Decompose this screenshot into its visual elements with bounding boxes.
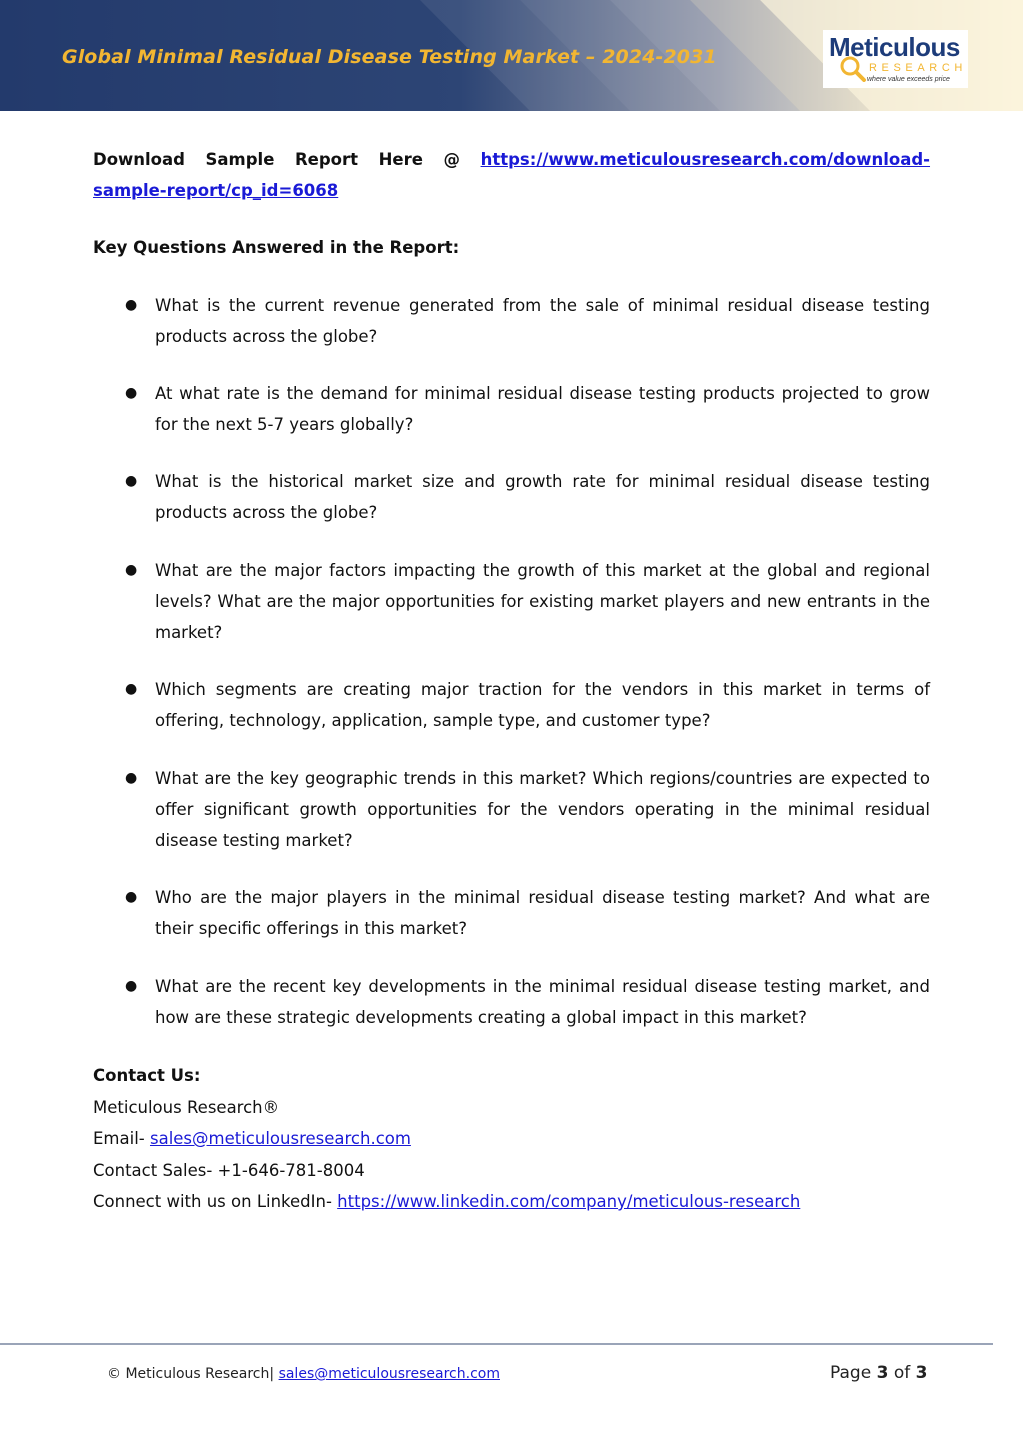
page-word: Page: [830, 1363, 872, 1383]
contact-heading: Contact Us:: [93, 1066, 201, 1085]
footer-copyright: [107, 1366, 500, 1382]
bullet-icon: ●: [125, 562, 138, 578]
logo-tagline: where value exceeds price: [867, 76, 950, 83]
contact-linkedin-line: [93, 1186, 930, 1218]
page-of: of: [893, 1363, 911, 1383]
question-text: What are the key geographic trends in this market? Which regions/countries are expected to offer significant growth opportunities for the vendors operating in the minimal residual disease testing market?: [155, 769, 930, 850]
download-label: Download Sample Report Here @: [93, 150, 460, 169]
download-link-part1[interactable]: https://www.meticulousresearch.com/download-: [480, 150, 931, 169]
report-title: Global Minimal Residual Disease Testing Market – 2024-2031: [62, 46, 717, 68]
logo-wordmark: Meticulous: [829, 32, 960, 62]
contact-company: Meticulous Research®: [93, 1097, 280, 1117]
question-text: What is the current revenue generated from the sale of minimal residual disease testing products across the globe?: [155, 296, 930, 346]
header-banner: [0, 0, 1023, 111]
footer-divider: [0, 1343, 993, 1345]
bullet-icon: ●: [125, 681, 138, 697]
questions-heading: Key Questions Answered in the Report:: [93, 238, 460, 257]
question-text: What are the recent key developments in the minimal residual disease testing market, and how are these strategic developments creating a global impact in this market?: [155, 977, 930, 1027]
contact-email-line: [93, 1123, 930, 1155]
email-label: Email-: [93, 1129, 145, 1148]
contact-section: [93, 1060, 930, 1218]
bullet-icon: ●: [125, 473, 138, 489]
footer-email-link[interactable]: sales@meticulousresearch.com: [278, 1366, 500, 1382]
bullet-icon: ●: [125, 889, 138, 905]
page-number: [830, 1363, 927, 1383]
download-link-part2[interactable]: sample-report/cp_id=6068: [93, 181, 339, 200]
question-text: Who are the major players in the minimal residual disease testing market? And what are their specific offerings in this market?: [155, 888, 930, 938]
logo-subtext: RESEARCH: [869, 62, 967, 74]
page-total: 3: [915, 1363, 928, 1383]
bullet-icon: ●: [125, 770, 138, 786]
question-text: What are the major factors impacting the growth of this market at the global and regional levels? What are the major opportunities for existing market players and new entrants in the market?: [155, 561, 930, 642]
question-text: At what rate is the demand for minimal residual disease testing products projected to grow for the next 5-7 years globally?: [155, 384, 930, 434]
contact-sales: Contact Sales- +1-646-781-8004: [93, 1160, 365, 1180]
linkedin-label: Connect with us on LinkedIn-: [93, 1192, 332, 1211]
bullet-icon: ●: [125, 385, 138, 401]
bullet-icon: ●: [125, 297, 138, 313]
contact-email-link[interactable]: sales@meticulousresearch.com: [149, 1129, 411, 1148]
download-line-1: [93, 144, 930, 175]
bullet-icon: ●: [125, 978, 138, 994]
question-text: Which segments are creating major traction for the vendors in this market in terms of offering, technology, application, sample type, and customer type?: [155, 680, 930, 730]
download-paragraph: [93, 144, 930, 206]
question-text: What is the historical market size and growth rate for minimal residual disease testing products across the globe?: [155, 472, 930, 522]
page-current: 3: [876, 1363, 889, 1383]
copyright-text: © Meticulous Research|: [107, 1366, 275, 1382]
company-logo: [823, 30, 968, 88]
magnifier-icon: [839, 56, 867, 82]
linkedin-link[interactable]: https://www.linkedin.com/company/meticulous-research: [337, 1192, 801, 1211]
download-line-2: [93, 175, 930, 206]
